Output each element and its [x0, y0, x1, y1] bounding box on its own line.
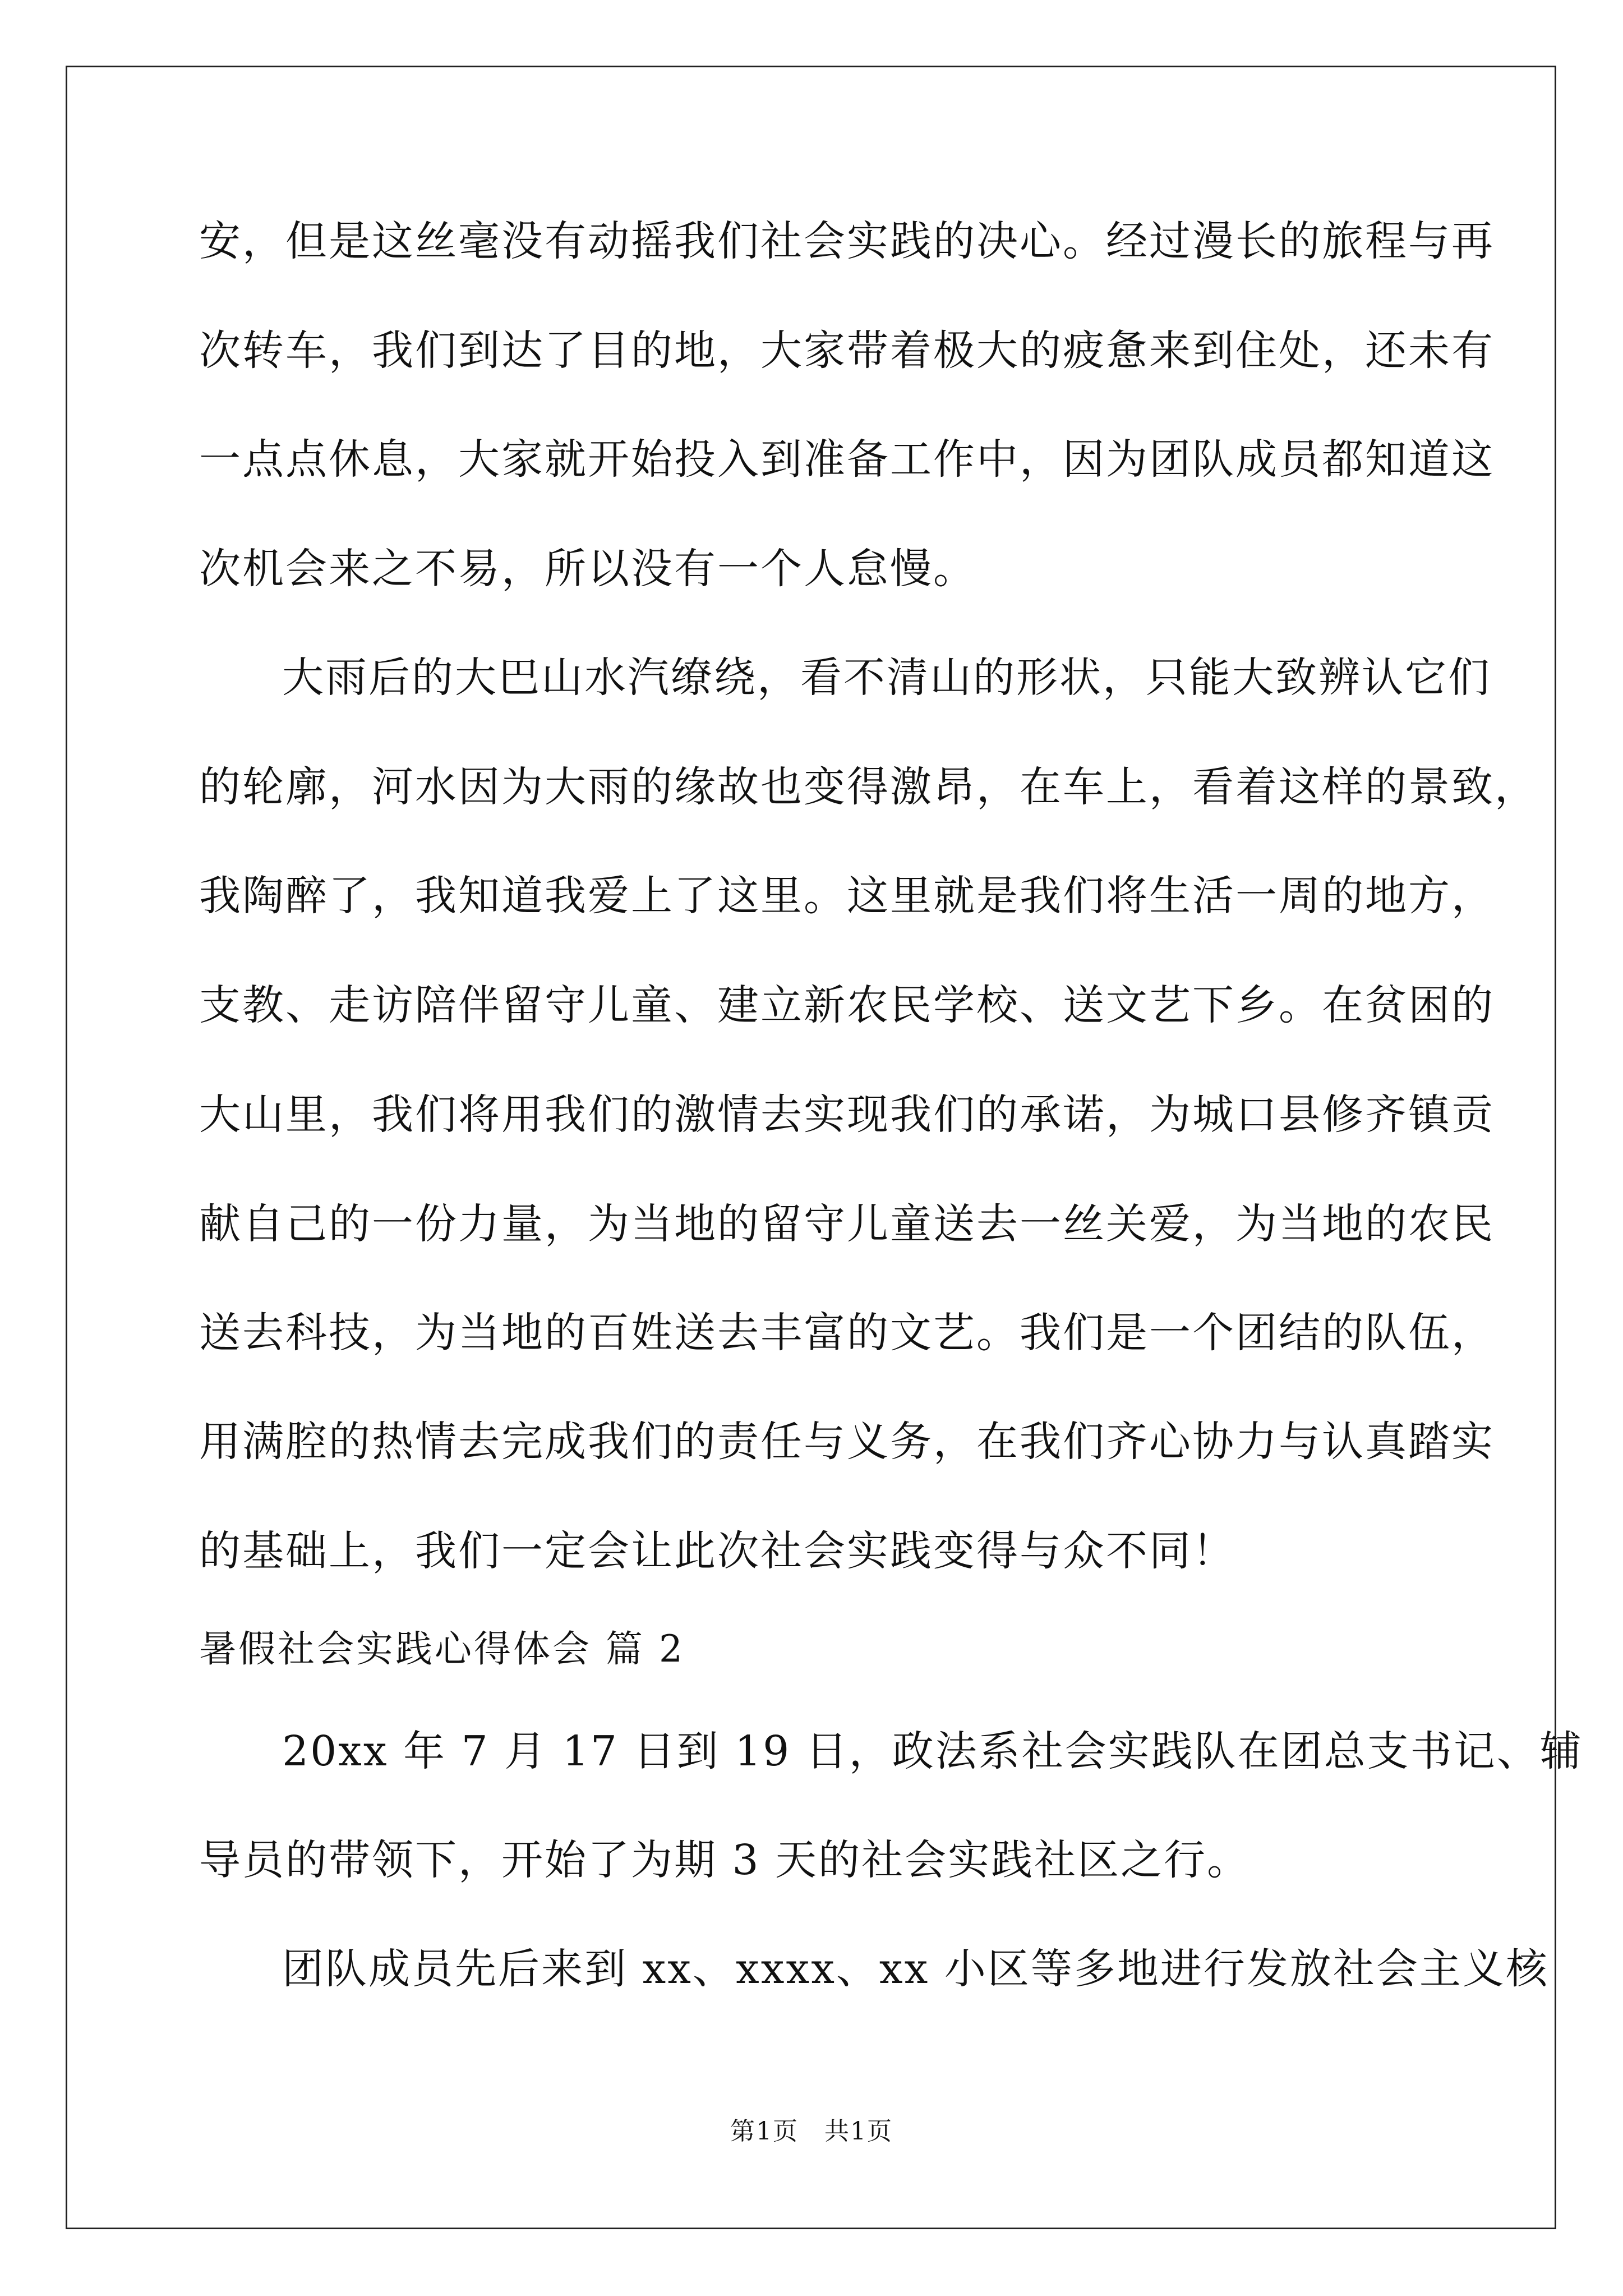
text-line: 次机会来之不易，所以没有一个人怠慢。 — [199, 545, 976, 593]
text-line: 用满腔的热情去完成我们的责任与义务，在我们齐心协力与认真踏实 — [199, 1418, 1495, 1466]
section-heading: 暑假社会实践心得体会 篇 2 — [199, 1627, 685, 1671]
text-line: 支教、走访陪伴留守儿童、建立新农民学校、送文艺下乡。在贫困的 — [199, 981, 1495, 1029]
text-line: 安，但是这丝毫没有动摇我们社会实践的决心。经过漫长的旅程与再 — [199, 217, 1495, 265]
paragraph-start-line: 大雨后的大巴山水汽缭绕，看不清山的形状，只能大致辨认它们 — [282, 654, 1491, 702]
text-line: 的基础上，我们一定会让此次社会实践变得与众不同！ — [199, 1527, 1235, 1575]
text-line: 一点点休息，大家就开始投入到准备工作中，因为团队成员都知道这 — [199, 435, 1495, 484]
paragraph-start-line: 团队成员先后来到 xx、xxxx、xx 小区等多地进行发放社会主义核 — [282, 1945, 1549, 1993]
text-line: 献自己的一份力量，为当地的留守儿童送去一丝关爱，为当地的农民 — [199, 1200, 1495, 1248]
page-number-footer: 第1页 共1页 — [730, 2117, 893, 2146]
text-line: 我陶醉了，我知道我爱上了这里。这里就是我们将生活一周的地方， — [199, 872, 1495, 920]
text-line: 送去科技，为当地的百姓送去丰富的文艺。我们是一个团结的队伍， — [199, 1309, 1495, 1357]
text-line: 大山里，我们将用我们的激情去实现我们的承诺，为城口县修齐镇贡 — [199, 1091, 1495, 1139]
text-line: 次转车，我们到达了目的地，大家带着极大的疲惫来到住处，还未有 — [199, 326, 1495, 375]
page-border — [66, 66, 1556, 2229]
text-line: 导员的带领下，开始了为期 3 天的社会实践社区之行。 — [199, 1836, 1251, 1884]
text-line: 的轮廓，河水因为大雨的缘故也变得激昂，在车上，看着这样的景致， — [199, 763, 1538, 811]
paragraph-start-line: 20xx 年 7 月 17 日到 19 日，政法系社会实践队在团总支书记、辅 — [282, 1727, 1583, 1775]
